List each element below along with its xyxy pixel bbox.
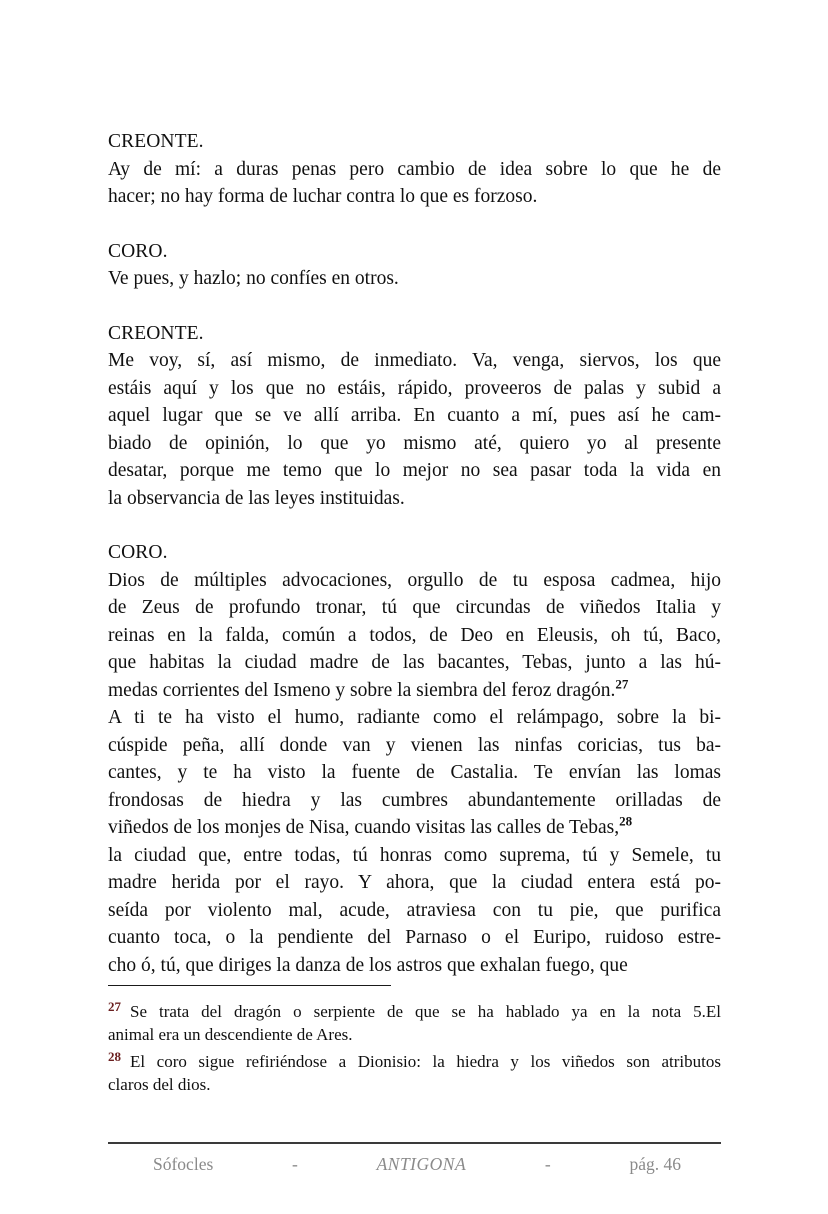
footnote-item	[108, 1050, 721, 1096]
footer-separator-left: -	[292, 1154, 298, 1174]
text-line: desatar, porque me temo que lo mejor no sea pasar toda la vida en	[108, 460, 721, 481]
text-line: la observancia de las leyes instituidas.	[108, 487, 405, 509]
speech-block	[108, 320, 721, 513]
text-line: Me voy, sí, así mismo, de inmediato. Va, venga, siervos, los que	[108, 350, 721, 371]
footnote-item	[108, 1000, 721, 1046]
speech-text	[108, 567, 721, 980]
text-line: cho ó, tú, que diriges la danza de los astros que exhalan fuego, que	[108, 954, 628, 976]
footnote-ref-27[interactable]: 27	[615, 676, 629, 691]
speaker-label: CORO.	[108, 240, 168, 262]
text-line-with-footnote-ref	[108, 677, 721, 705]
footer-author: Sófocles	[153, 1154, 214, 1174]
speaker-label: CREONTE.	[108, 322, 204, 344]
text-line-with-footnote-ref	[108, 814, 721, 842]
footer-row	[108, 1144, 721, 1175]
footer-work-title: ANTIGONA	[376, 1154, 467, 1174]
speech-text	[108, 265, 721, 293]
text-line: cúspide peña, allí donde van y vienen las ninfas coricias, tus ba-	[108, 734, 721, 756]
footnote-number: 28	[108, 1049, 121, 1064]
text-line: estáis aquí y los que no estáis, rápido, proveeros de palas y subid a	[108, 377, 721, 399]
text-line: frondosas de hiedra y las cumbres abundantemente orilladas de	[108, 789, 721, 811]
text-line: Ay de mí: a duras penas pero cambio de idea sobre lo que he de	[108, 158, 721, 180]
text-line: la ciudad que, entre todas, tú honras como suprema, tú y Semele, tu	[108, 844, 721, 866]
speech-text	[108, 347, 721, 512]
footnote-ref-28[interactable]: 28	[619, 813, 633, 829]
page-body	[108, 128, 721, 979]
speech-text	[108, 156, 721, 211]
text-line: de Zeus de profundo tronar, tú que circundas de viñedos Italia y	[108, 597, 721, 618]
text-line: A ti te ha visto el humo, radiante como el relámpago, sobre la bi-	[108, 707, 721, 728]
footnote-number: 27	[108, 999, 121, 1014]
text-line: medas corrientes del Ismeno y sobre la siembra del feroz dragón.	[108, 679, 616, 701]
text-line: biado de opinión, lo que yo mismo até, quiero yo al presente	[108, 432, 721, 454]
footnote-text-line: animal era un descendiente de Ares.	[108, 1025, 353, 1044]
speech-block	[108, 539, 721, 979]
footnote-text-line: El coro sigue refiriéndose a Dionisio: la hiedra y los viñedos son atributos	[130, 1052, 721, 1071]
speaker-label: CORO.	[108, 542, 168, 563]
text-line: cantes, y te ha visto la fuente de Castalia. Te envían las lomas	[108, 762, 721, 783]
text-line: aquel lugar que se ve allí arriba. En cuanto a mí, pues así he cam-	[108, 405, 721, 426]
speaker-label: CREONTE.	[108, 131, 204, 152]
text-line: Dios de múltiples advocaciones, orgullo de tu esposa cadmea, hijo	[108, 569, 721, 591]
text-line: reinas en la falda, común a todos, de Deo en Eleusis, oh tú, Baco,	[108, 624, 721, 646]
speech-block	[108, 238, 721, 293]
text-line: hacer; no hay forma de luchar contra lo que es forzoso.	[108, 186, 538, 207]
text-line: que habitas la ciudad madre de las bacantes, Tebas, junto a las hú-	[108, 652, 721, 673]
text-line: madre herida por el rayo. Y ahora, que la ciudad entera está po-	[108, 872, 721, 893]
speech-block	[108, 128, 721, 211]
footnote-separator-rule	[108, 985, 391, 986]
footnote-text-line: claros del dios.	[108, 1075, 211, 1094]
text-line: seída por violento mal, acude, atraviesa con tu pie, que purifica	[108, 899, 721, 921]
footer-separator-right: -	[544, 1154, 551, 1174]
text-line: Ve pues, y hazlo; no confíes en otros.	[108, 268, 399, 289]
footnote-section	[108, 985, 721, 1100]
footer-page-number: pág. 46	[629, 1154, 681, 1174]
text-line: viñedos de los monjes de Nisa, cuando visitas las calles de Tebas,	[108, 817, 620, 838]
page-footer	[108, 1142, 721, 1175]
text-line: cuanto toca, o la pendiente del Parnaso o el Euripo, ruidoso estre-	[108, 927, 721, 948]
footnote-text-line: Se trata del dragón o serpiente de que se ha hablado ya en la nota 5.El	[130, 1002, 721, 1021]
